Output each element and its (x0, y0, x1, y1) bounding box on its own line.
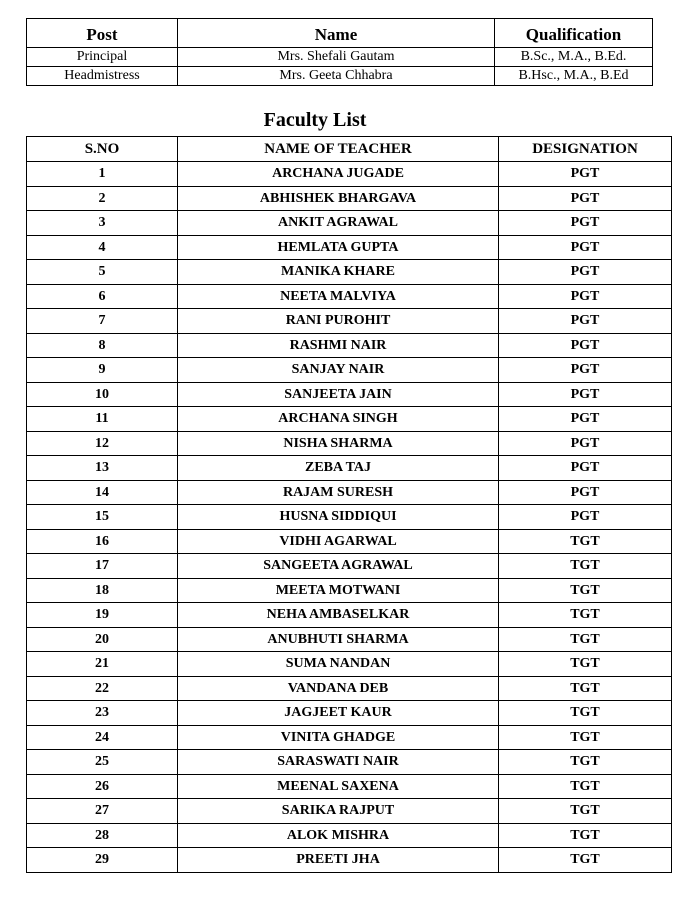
serial-number-cell: 22 (27, 676, 178, 701)
table-row (27, 799, 672, 824)
table-row (27, 186, 672, 211)
teacher-name-cell: ABHISHEK BHARGAVA (178, 186, 499, 211)
table-row (27, 407, 672, 432)
designation-cell: TGT (499, 701, 672, 726)
teacher-name-cell: MEETA MOTWANI (178, 578, 499, 603)
designation-cell: TGT (499, 774, 672, 799)
table-row (27, 211, 672, 236)
serial-number-cell: 14 (27, 480, 178, 505)
serial-number-header: S.NO (27, 137, 178, 162)
serial-number-cell: 19 (27, 603, 178, 628)
teacher-name-cell: VIDHI AGARWAL (178, 529, 499, 554)
table-row (27, 382, 672, 407)
table-row (27, 578, 672, 603)
teacher-name-cell: PREETI JHA (178, 848, 499, 873)
table-row (27, 627, 672, 652)
teacher-name-cell: NEHA AMBASELKAR (178, 603, 499, 628)
teacher-name-cell: SUMA NANDAN (178, 652, 499, 677)
name-header: Name (178, 19, 495, 48)
teacher-name-cell: SARIKA RAJPUT (178, 799, 499, 824)
teacher-name-cell: SANGEETA AGRAWAL (178, 554, 499, 579)
designation-cell: PGT (499, 505, 672, 530)
qualification-header: Qualification (495, 19, 653, 48)
table-row (27, 358, 672, 383)
table-row (27, 333, 672, 358)
table-row (27, 431, 672, 456)
designation-cell: TGT (499, 578, 672, 603)
teacher-name-cell: RASHMI NAIR (178, 333, 499, 358)
serial-number-cell: 29 (27, 848, 178, 873)
designation-cell: TGT (499, 676, 672, 701)
table-row (27, 725, 672, 750)
admin-post: Principal (27, 48, 178, 67)
admin-name: Mrs. Shefali Gautam (178, 48, 495, 67)
teacher-name-cell: SARASWATI NAIR (178, 750, 499, 775)
designation-cell: PGT (499, 480, 672, 505)
serial-number-cell: 26 (27, 774, 178, 799)
table-row (27, 603, 672, 628)
table-row (27, 162, 672, 187)
administration-table (26, 18, 653, 86)
serial-number-cell: 20 (27, 627, 178, 652)
teacher-name-cell: VANDANA DEB (178, 676, 499, 701)
teacher-name-header: NAME OF TEACHER (178, 137, 499, 162)
serial-number-cell: 10 (27, 382, 178, 407)
designation-cell: TGT (499, 823, 672, 848)
serial-number-cell: 11 (27, 407, 178, 432)
admin-qualification: B.Hsc., M.A., B.Ed (495, 67, 653, 86)
designation-cell: PGT (499, 456, 672, 481)
faculty-header-row (27, 137, 672, 162)
designation-cell: TGT (499, 529, 672, 554)
post-header: Post (27, 19, 178, 48)
designation-header: DESIGNATION (499, 137, 672, 162)
serial-number-cell: 18 (27, 578, 178, 603)
designation-cell: PGT (499, 358, 672, 383)
teacher-name-cell: HEMLATA GUPTA (178, 235, 499, 260)
admin-name: Mrs. Geeta Chhabra (178, 67, 495, 86)
serial-number-cell: 8 (27, 333, 178, 358)
designation-cell: PGT (499, 431, 672, 456)
designation-cell: PGT (499, 309, 672, 334)
serial-number-cell: 13 (27, 456, 178, 481)
teacher-name-cell: JAGJEET KAUR (178, 701, 499, 726)
table-row (27, 235, 672, 260)
table-row (27, 676, 672, 701)
serial-number-cell: 7 (27, 309, 178, 334)
serial-number-cell: 24 (27, 725, 178, 750)
designation-cell: PGT (499, 211, 672, 236)
teacher-name-cell: VINITA GHADGE (178, 725, 499, 750)
teacher-name-cell: MANIKA KHARE (178, 260, 499, 285)
table-row (27, 284, 672, 309)
serial-number-cell: 4 (27, 235, 178, 260)
serial-number-cell: 1 (27, 162, 178, 187)
serial-number-cell: 23 (27, 701, 178, 726)
table-row (27, 823, 672, 848)
designation-cell: TGT (499, 627, 672, 652)
serial-number-cell: 2 (27, 186, 178, 211)
designation-cell: PGT (499, 235, 672, 260)
teacher-name-cell: SANJEETA JAIN (178, 382, 499, 407)
designation-cell: PGT (499, 333, 672, 358)
teacher-name-cell: RAJAM SURESH (178, 480, 499, 505)
teacher-name-cell: ANUBHUTI SHARMA (178, 627, 499, 652)
teacher-name-cell: RANI PUROHIT (178, 309, 499, 334)
table-row (27, 309, 672, 334)
designation-cell: PGT (499, 186, 672, 211)
serial-number-cell: 3 (27, 211, 178, 236)
teacher-name-cell: SANJAY NAIR (178, 358, 499, 383)
designation-cell: TGT (499, 848, 672, 873)
faculty-list-title: Faculty List (263, 109, 367, 131)
designation-cell: TGT (499, 725, 672, 750)
designation-cell: PGT (499, 284, 672, 309)
serial-number-cell: 5 (27, 260, 178, 285)
serial-number-cell: 9 (27, 358, 178, 383)
designation-cell: PGT (499, 407, 672, 432)
serial-number-cell: 15 (27, 505, 178, 530)
designation-cell: TGT (499, 750, 672, 775)
teacher-name-cell: ANKIT AGRAWAL (178, 211, 499, 236)
designation-cell: TGT (499, 799, 672, 824)
admin-header-row (27, 19, 653, 48)
table-row (27, 554, 672, 579)
designation-cell: TGT (499, 652, 672, 677)
teacher-name-cell: ZEBA TAJ (178, 456, 499, 481)
serial-number-cell: 16 (27, 529, 178, 554)
faculty-table-body (27, 162, 672, 873)
designation-cell: TGT (499, 603, 672, 628)
faculty-table (26, 136, 672, 873)
table-row (27, 480, 672, 505)
teacher-name-cell: NISHA SHARMA (178, 431, 499, 456)
table-row (27, 260, 672, 285)
serial-number-cell: 6 (27, 284, 178, 309)
teacher-name-cell: MEENAL SAXENA (178, 774, 499, 799)
teacher-name-cell: ARCHANA JUGADE (178, 162, 499, 187)
table-row (27, 848, 672, 873)
admin-row (27, 48, 653, 67)
serial-number-cell: 27 (27, 799, 178, 824)
table-row (27, 456, 672, 481)
designation-cell: TGT (499, 554, 672, 579)
serial-number-cell: 21 (27, 652, 178, 677)
teacher-name-cell: NEETA MALVIYA (178, 284, 499, 309)
serial-number-cell: 12 (27, 431, 178, 456)
designation-cell: PGT (499, 260, 672, 285)
designation-cell: PGT (499, 162, 672, 187)
designation-cell: PGT (499, 382, 672, 407)
serial-number-cell: 25 (27, 750, 178, 775)
serial-number-cell: 17 (27, 554, 178, 579)
table-row (27, 505, 672, 530)
teacher-name-cell: ALOK MISHRA (178, 823, 499, 848)
teacher-name-cell: ARCHANA SINGH (178, 407, 499, 432)
table-row (27, 774, 672, 799)
table-row (27, 750, 672, 775)
teacher-name-cell: HUSNA SIDDIQUI (178, 505, 499, 530)
table-row (27, 652, 672, 677)
admin-row (27, 67, 653, 86)
table-row (27, 701, 672, 726)
admin-post: Headmistress (27, 67, 178, 86)
table-row (27, 529, 672, 554)
admin-qualification: B.Sc., M.A., B.Ed. (495, 48, 653, 67)
serial-number-cell: 28 (27, 823, 178, 848)
